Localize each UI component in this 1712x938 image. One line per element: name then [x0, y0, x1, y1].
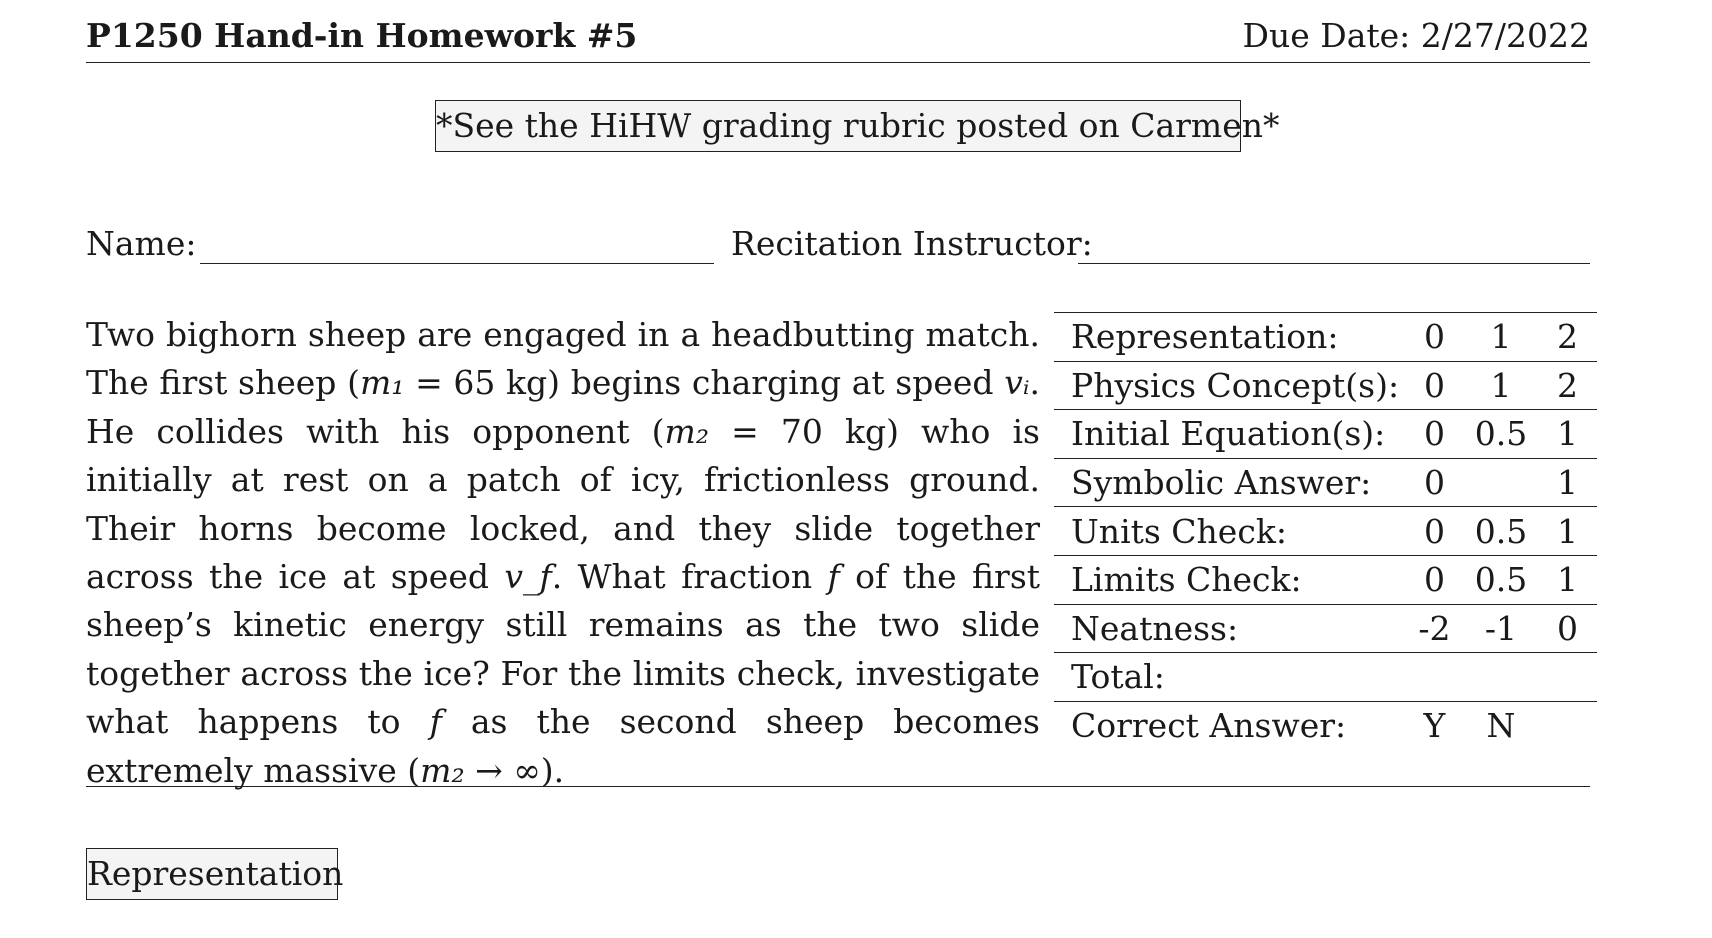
name-field[interactable] — [200, 263, 714, 264]
rubric-score: 2 — [1538, 313, 1597, 362]
problem-text: of the first sheep’s kinetic energy still remains as the two slide together across the ice? For the limits check, investigate what happens to — [86, 557, 1041, 742]
rubric-score: N — [1464, 701, 1538, 750]
rubric-score: 0 — [1405, 458, 1464, 507]
page-header — [86, 14, 1590, 63]
due-date: Due Date: 2/27/2022 — [1242, 16, 1590, 55]
rubric-score: 1 — [1464, 361, 1538, 410]
rubric-row — [1054, 313, 1597, 362]
rubric-score: 0 — [1405, 313, 1464, 362]
rubric-score: 2 — [1538, 361, 1597, 410]
problem-text: as the second sheep becomes extremely massive ( — [86, 702, 1040, 790]
section-divider — [86, 786, 1590, 787]
rubric-label: Limits Check: — [1054, 555, 1405, 604]
representation-section-heading: Representation — [86, 848, 338, 900]
rubric-score: 0.5 — [1464, 507, 1538, 556]
problem-text: . He collides with his opponent ( — [86, 363, 1040, 451]
rubric-row — [1054, 361, 1597, 410]
math-vf: v_f — [504, 557, 552, 597]
rubric-label: Representation: — [1054, 313, 1405, 362]
rubric-score — [1538, 653, 1597, 702]
rubric-row — [1054, 701, 1597, 750]
rubric-score: 1 — [1538, 410, 1597, 459]
grading-rubric-notice: *See the HiHW grading rubric posted on Carmen* — [435, 100, 1241, 152]
rubric-score: 0 — [1405, 361, 1464, 410]
problem-text: . What fraction — [551, 557, 828, 597]
rubric-row — [1054, 458, 1597, 507]
math-m2: m₂ — [664, 411, 710, 451]
rubric-score: -1 — [1464, 604, 1538, 653]
grading-rubric-table — [1054, 312, 1597, 750]
rubric-label: Units Check: — [1054, 507, 1405, 556]
rubric-score: 1 — [1538, 507, 1597, 556]
rubric-score: 1 — [1538, 458, 1597, 507]
rubric-score: -2 — [1405, 604, 1464, 653]
rubric-label: Correct Answer: — [1054, 701, 1405, 750]
problem-text: = 65 kg) begins charging at speed — [404, 363, 1005, 403]
problem-text: → ∞). — [464, 750, 565, 790]
rubric-row — [1054, 604, 1597, 653]
rubric-score: 1 — [1538, 555, 1597, 604]
math-m2: m₂ — [420, 750, 465, 790]
rubric-label: Initial Equation(s): — [1054, 410, 1405, 459]
rubric-score — [1538, 701, 1597, 750]
rubric-score: 0.5 — [1464, 410, 1538, 459]
rubric-score: 0 — [1405, 410, 1464, 459]
problem-statement — [86, 311, 1040, 795]
math-f: f — [429, 702, 442, 742]
math-vi: vᵢ — [1004, 363, 1030, 403]
rubric-row — [1054, 555, 1597, 604]
rubric-score: 1 — [1464, 313, 1538, 362]
rubric-score — [1464, 458, 1538, 507]
rubric-label: Neatness: — [1054, 604, 1405, 653]
problem-text: = 70 kg) who is initially at rest on a patch of icy, frictionless ground. Their horns become locked, and they slide together across the ice at speed — [86, 411, 1040, 597]
rubric-label: Physics Concept(s): — [1054, 361, 1405, 410]
recitation-instructor-label: Recitation Instructor: — [731, 224, 1093, 263]
rubric-score — [1405, 653, 1464, 702]
rubric-score: 0 — [1405, 507, 1464, 556]
page-title: P1250 Hand-in Homework #5 — [86, 16, 638, 55]
name-label: Name: — [86, 224, 197, 263]
recitation-instructor-field[interactable] — [1078, 263, 1590, 264]
problem-text: Two bighorn sheep are engaged in a headbutting match. The first sheep ( — [86, 315, 1040, 403]
rubric-row — [1054, 653, 1597, 702]
math-m1: m₁ — [359, 363, 405, 403]
rubric-score: 0 — [1538, 604, 1597, 653]
rubric-score: 0 — [1405, 555, 1464, 604]
math-f: f — [827, 557, 840, 597]
rubric-score: Y — [1405, 701, 1464, 750]
rubric-score — [1464, 653, 1538, 702]
rubric-label: Symbolic Answer: — [1054, 458, 1405, 507]
rubric-label: Total: — [1054, 653, 1405, 702]
rubric-row — [1054, 507, 1597, 556]
rubric-row — [1054, 410, 1597, 459]
rubric-score: 0.5 — [1464, 555, 1538, 604]
